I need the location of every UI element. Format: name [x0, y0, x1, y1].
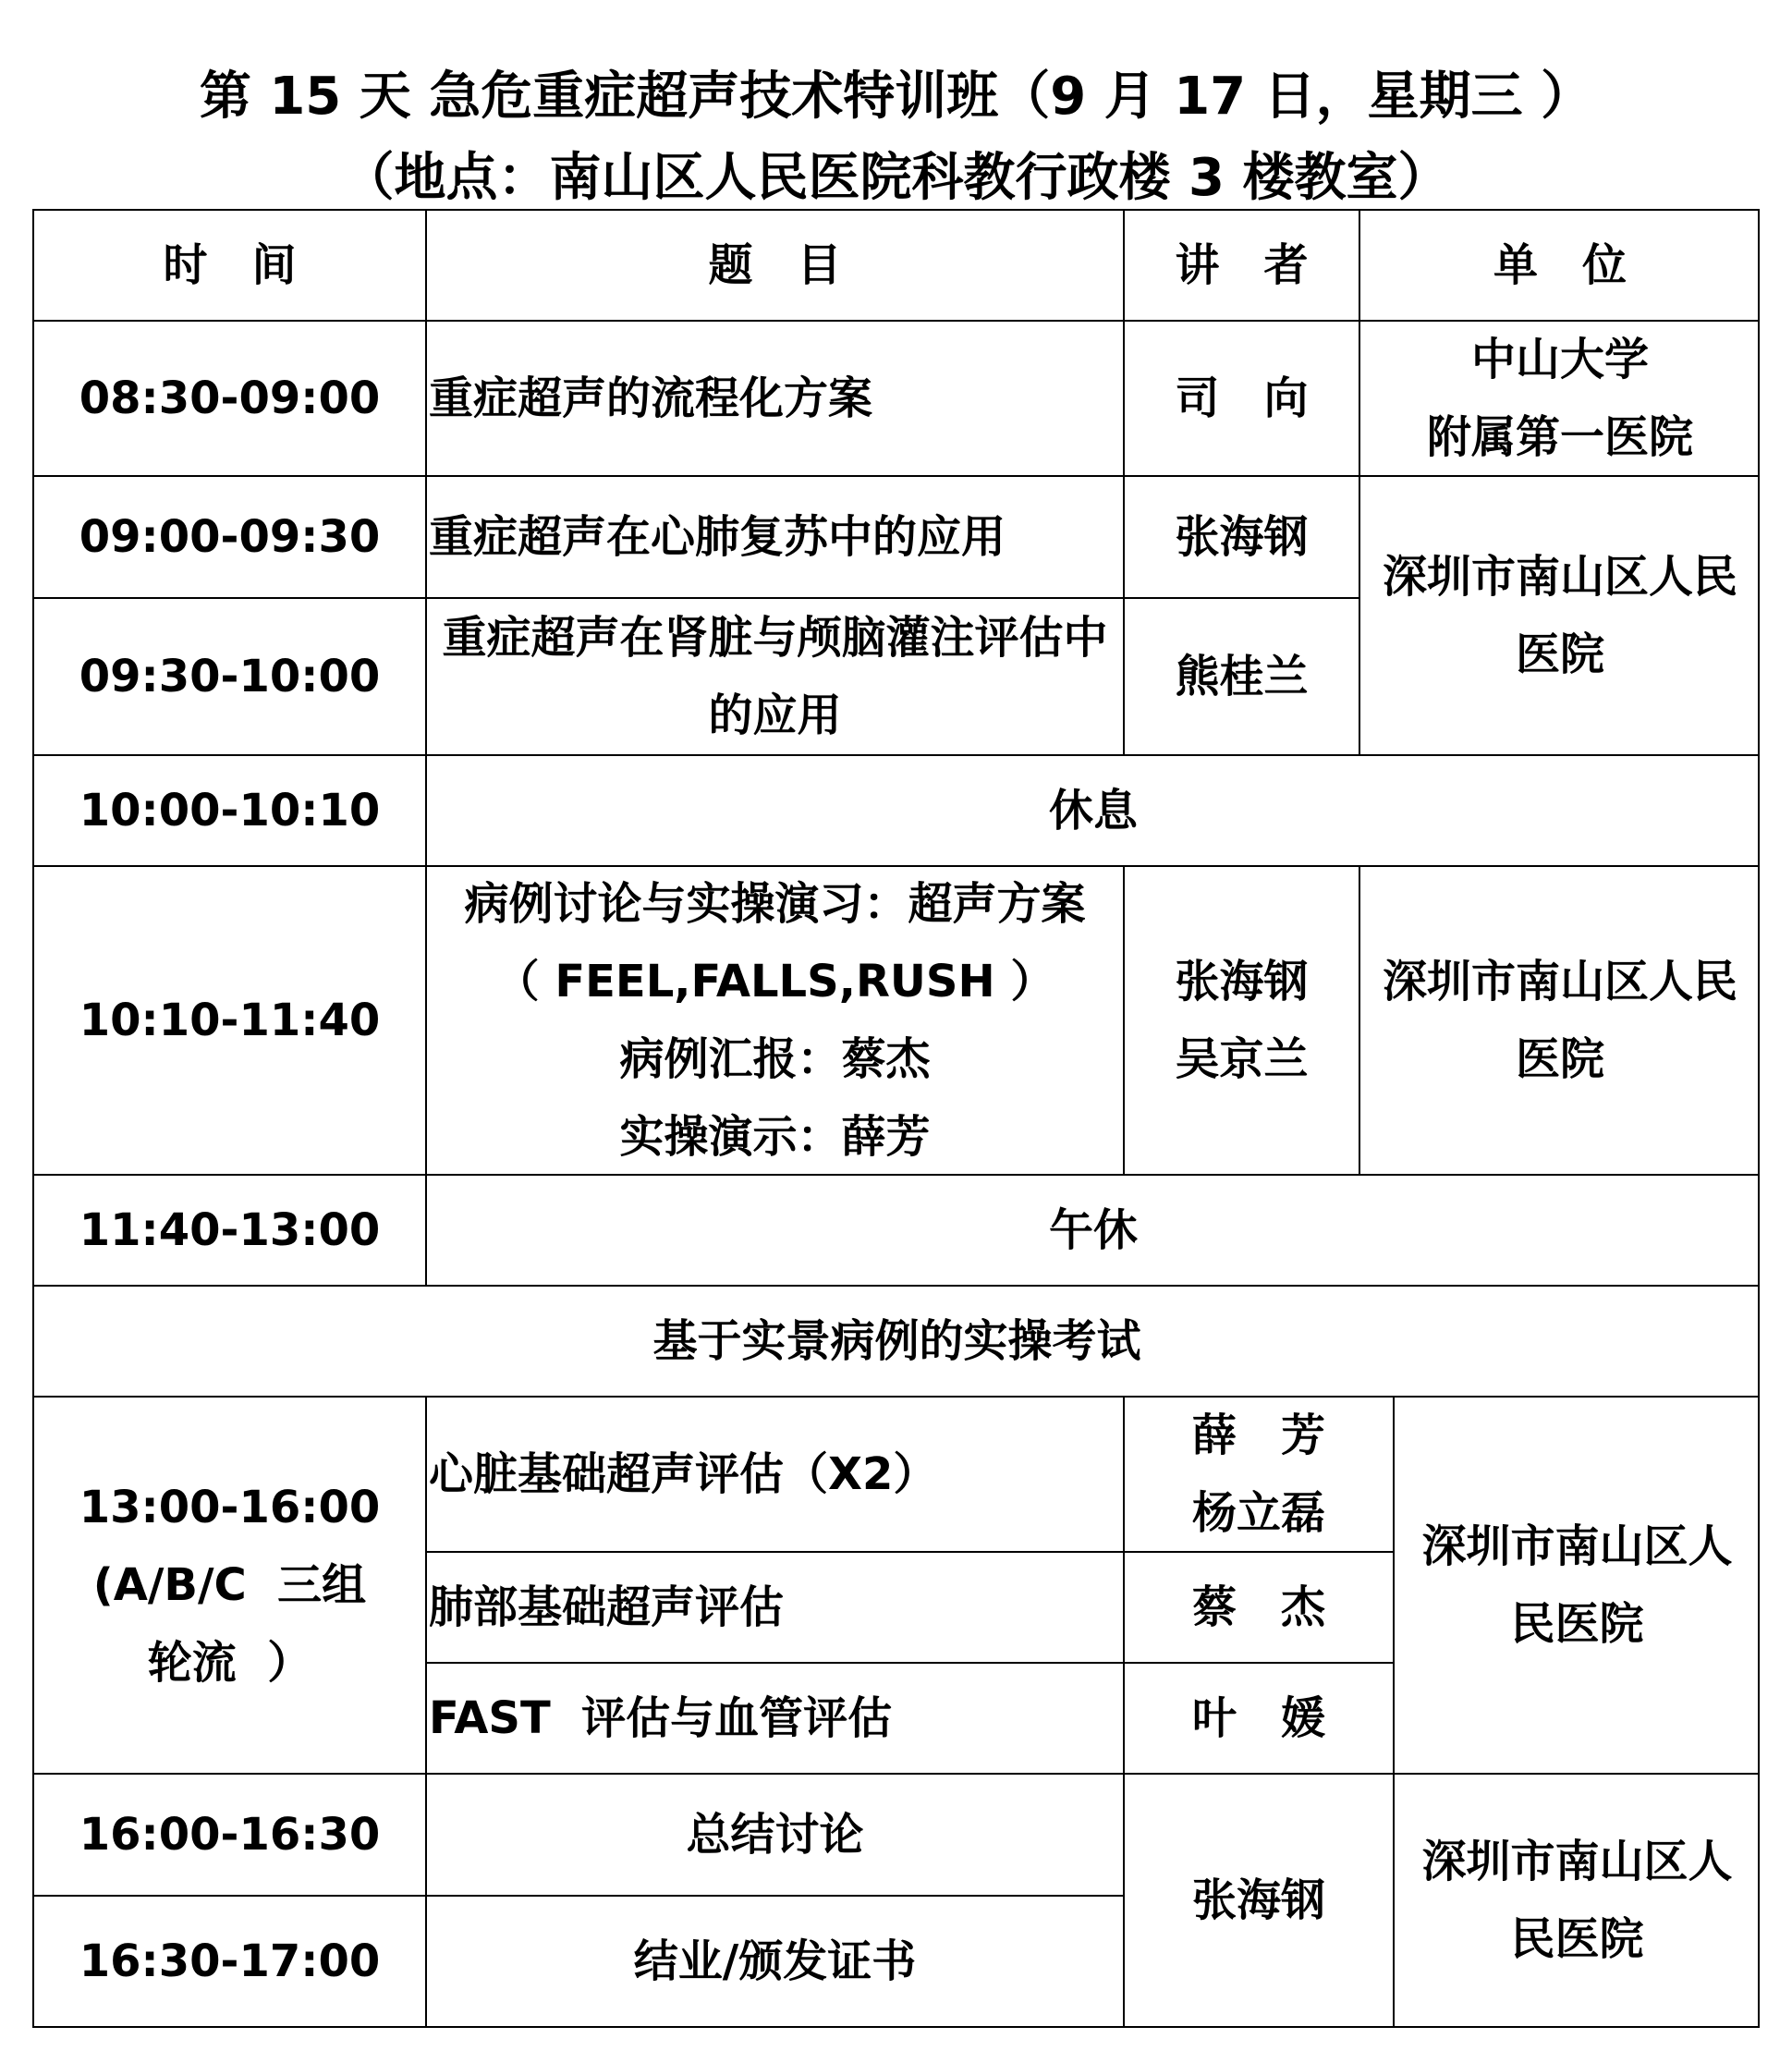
speaker-cell: 熊桂兰 — [1125, 599, 1360, 756]
unit-cell: 深圳市南山区人 民医院 — [1395, 1398, 1760, 1775]
time-cell: 08:30-09:00 — [34, 322, 427, 477]
schedule-table — [32, 209, 1760, 2028]
header-topic: 题 目 — [427, 211, 1125, 322]
unit-cell: 深圳市南山区人民 医院 — [1360, 477, 1760, 756]
time-cell: 16:30-17:00 — [34, 1897, 427, 2026]
topic-cell: FAST 评估与血管评估 — [427, 1664, 1125, 1775]
time-cell: 11:40-13:00 — [34, 1176, 427, 1287]
time-cell: 09:00-09:30 — [34, 477, 427, 599]
speaker-cell: 张海钢 吴京兰 — [1125, 867, 1360, 1176]
location-subtitle: （地点：南山区人民医院科教行政楼 3 楼教室） — [342, 148, 1450, 208]
time-cell: 10:10-11:40 — [34, 867, 427, 1176]
unit-cell: 深圳市南山区人民 医院 — [1360, 867, 1760, 1176]
topic-cell: 重症超声在心肺复苏中的应用 — [427, 477, 1125, 599]
break-cell: 午休 — [427, 1176, 1760, 1287]
topic-cell: 结业/颁发证书 — [427, 1897, 1125, 2026]
speaker-cell: 蔡 杰 — [1125, 1553, 1395, 1664]
time-cell: 10:00-10:10 — [34, 756, 427, 867]
break-cell: 休息 — [427, 756, 1760, 867]
section-heading: 基于实景病例的实操考试 — [34, 1287, 1760, 1398]
topic-cell: 重症超声在肾脏与颅脑灌注评估中 的应用 — [427, 599, 1125, 756]
speaker-cell: 司 向 — [1125, 322, 1360, 477]
speaker-cell: 薛 芳 杨立磊 — [1125, 1398, 1395, 1553]
topic-cell: 病例讨论与实操演习：超声方案 （ FEEL,FALLS,RUSH ） 病例汇报：蔡杰 实操演示：薛芳 — [427, 867, 1125, 1176]
header-unit: 单 位 — [1360, 211, 1760, 322]
speaker-cell: 叶 媛 — [1125, 1664, 1395, 1775]
time-cell: 16:00-16:30 — [34, 1775, 427, 1897]
time-cell: 09:30-10:00 — [34, 599, 427, 756]
speaker-cell: 张海钢 — [1125, 477, 1360, 599]
time-cell: 13:00-16:00 (A/B/C 三组 轮流 ） — [34, 1398, 427, 1775]
topic-cell: 重症超声的流程化方案 — [427, 322, 1125, 477]
unit-cell: 深圳市南山区人 民医院 — [1421, 1836, 1733, 1965]
topic-cell: 心脏基础超声评估（X2） — [427, 1398, 1125, 1553]
header-time: 时 间 — [34, 211, 427, 322]
topic-cell: 总结讨论 — [427, 1775, 1125, 1897]
page-title: 第 15 天 急危重症超声技术特训班（9 月 17 日，星期三 ） — [199, 67, 1593, 127]
unit-cell: 中山大学 附属第一医院 — [1360, 322, 1760, 477]
header-speaker: 讲 者 — [1125, 211, 1360, 322]
speaker-cell: 张海钢 — [1125, 1775, 1395, 2026]
topic-cell: 肺部基础超声评估 — [427, 1553, 1125, 1664]
